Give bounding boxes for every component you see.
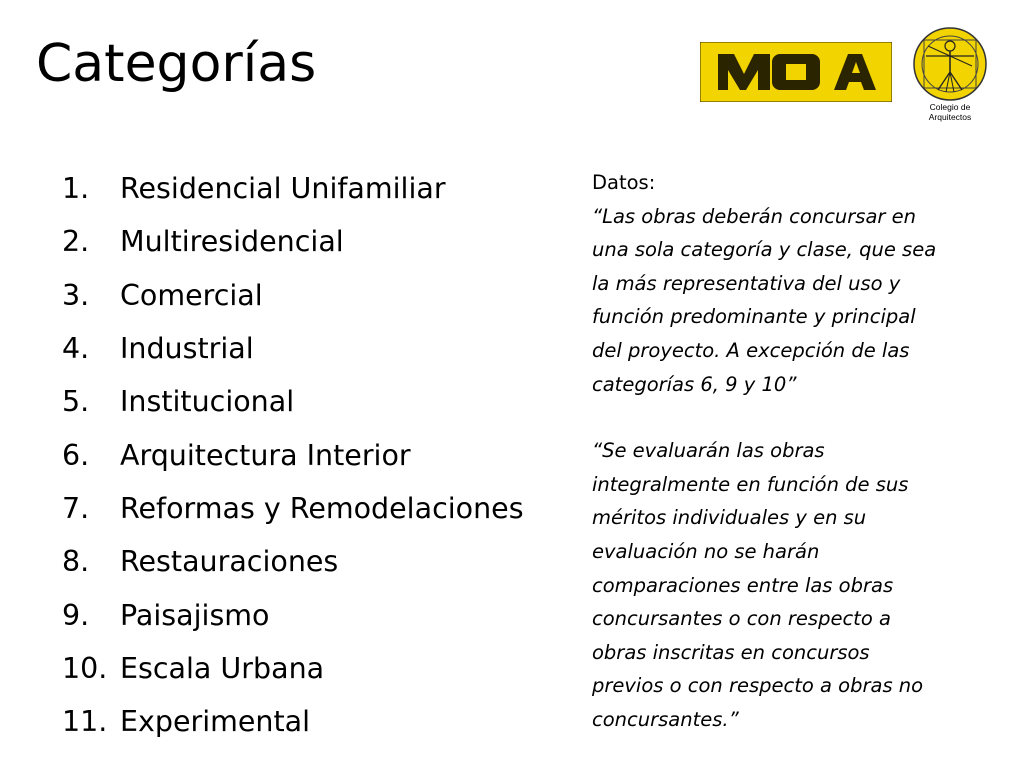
list-item-label: Arquitectura Interior: [120, 438, 411, 472]
quote-1-line: una sola categoría y clase, que sea: [592, 238, 937, 262]
paragraph-gap: [592, 401, 1002, 434]
list-item: [62, 695, 524, 748]
list-item-number: 1.: [62, 172, 90, 206]
quote-2-line: méritos individuales y en su: [592, 506, 867, 530]
list-item-number: 3.: [62, 278, 90, 312]
list-item: [62, 588, 524, 641]
page-title: Categorías: [36, 34, 317, 94]
quote-2-line: comparaciones entre las obras: [592, 573, 894, 597]
quote-2-line: previos o con respecto a obras no: [592, 674, 924, 698]
quote-2-line: concursantes.”: [592, 707, 739, 731]
datos-panel: [592, 166, 1002, 737]
quote-2-line: concursantes o con respecto a: [592, 607, 891, 631]
list-item-label: Institucional: [120, 385, 295, 419]
list-item-number: 6.: [62, 438, 90, 472]
quote-1-line: del proyecto. A excepción de las: [592, 338, 910, 362]
list-item: [62, 535, 524, 588]
list-item-number: 9.: [62, 598, 90, 632]
categories-list: [62, 162, 524, 748]
quote-2-line: evaluación no se harán: [592, 539, 820, 563]
quote-2-line: obras inscritas en concursos: [592, 640, 870, 664]
list-item: [62, 162, 524, 215]
list-item-label: Restauraciones: [120, 545, 339, 579]
list-item: [62, 322, 524, 375]
list-item-number: 7.: [62, 491, 90, 525]
quote-1-line: “Las obras deberán concursar en: [592, 204, 916, 228]
colegio-line-1: Colegio de: [929, 102, 971, 112]
colegio-logo-text: [908, 102, 992, 122]
list-item-number: 5.: [62, 385, 90, 419]
list-item-label: Residencial Unifamiliar: [120, 172, 446, 206]
quote-1-line: la más representativa del uso y: [592, 271, 901, 295]
colegio-line-2: Arquitectos: [928, 112, 972, 122]
quote-1-line: función predominante y principal: [592, 305, 916, 329]
moa-logo: [700, 42, 892, 102]
list-item-number: 2.: [62, 225, 90, 259]
list-item: [62, 269, 524, 322]
quote-2-line: integralmente en función de sus: [592, 472, 909, 496]
list-item: [62, 215, 524, 268]
list-item-label: Reformas y Remodelaciones: [120, 491, 524, 525]
datos-heading: Datos:: [592, 171, 656, 194]
quote-1-line: categorías 6, 9 y 10”: [592, 372, 797, 396]
list-item-label: Escala Urbana: [120, 651, 325, 685]
list-item-number: 4.: [62, 332, 90, 366]
list-item-label: Comercial: [120, 278, 263, 312]
list-item: [62, 375, 524, 428]
list-item: [62, 642, 524, 695]
list-item-label: Multiresidencial: [120, 225, 344, 259]
list-item-number: 10.: [62, 651, 108, 685]
quote-2-line: “Se evaluarán las obras: [592, 439, 825, 463]
list-item: [62, 482, 524, 535]
list-item-label: Experimental: [120, 705, 311, 739]
list-item-number: 11.: [62, 705, 108, 739]
list-item-label: Paisajismo: [120, 598, 270, 632]
list-item: [62, 428, 524, 481]
list-item-label: Industrial: [120, 332, 254, 366]
list-item-number: 8.: [62, 545, 90, 579]
